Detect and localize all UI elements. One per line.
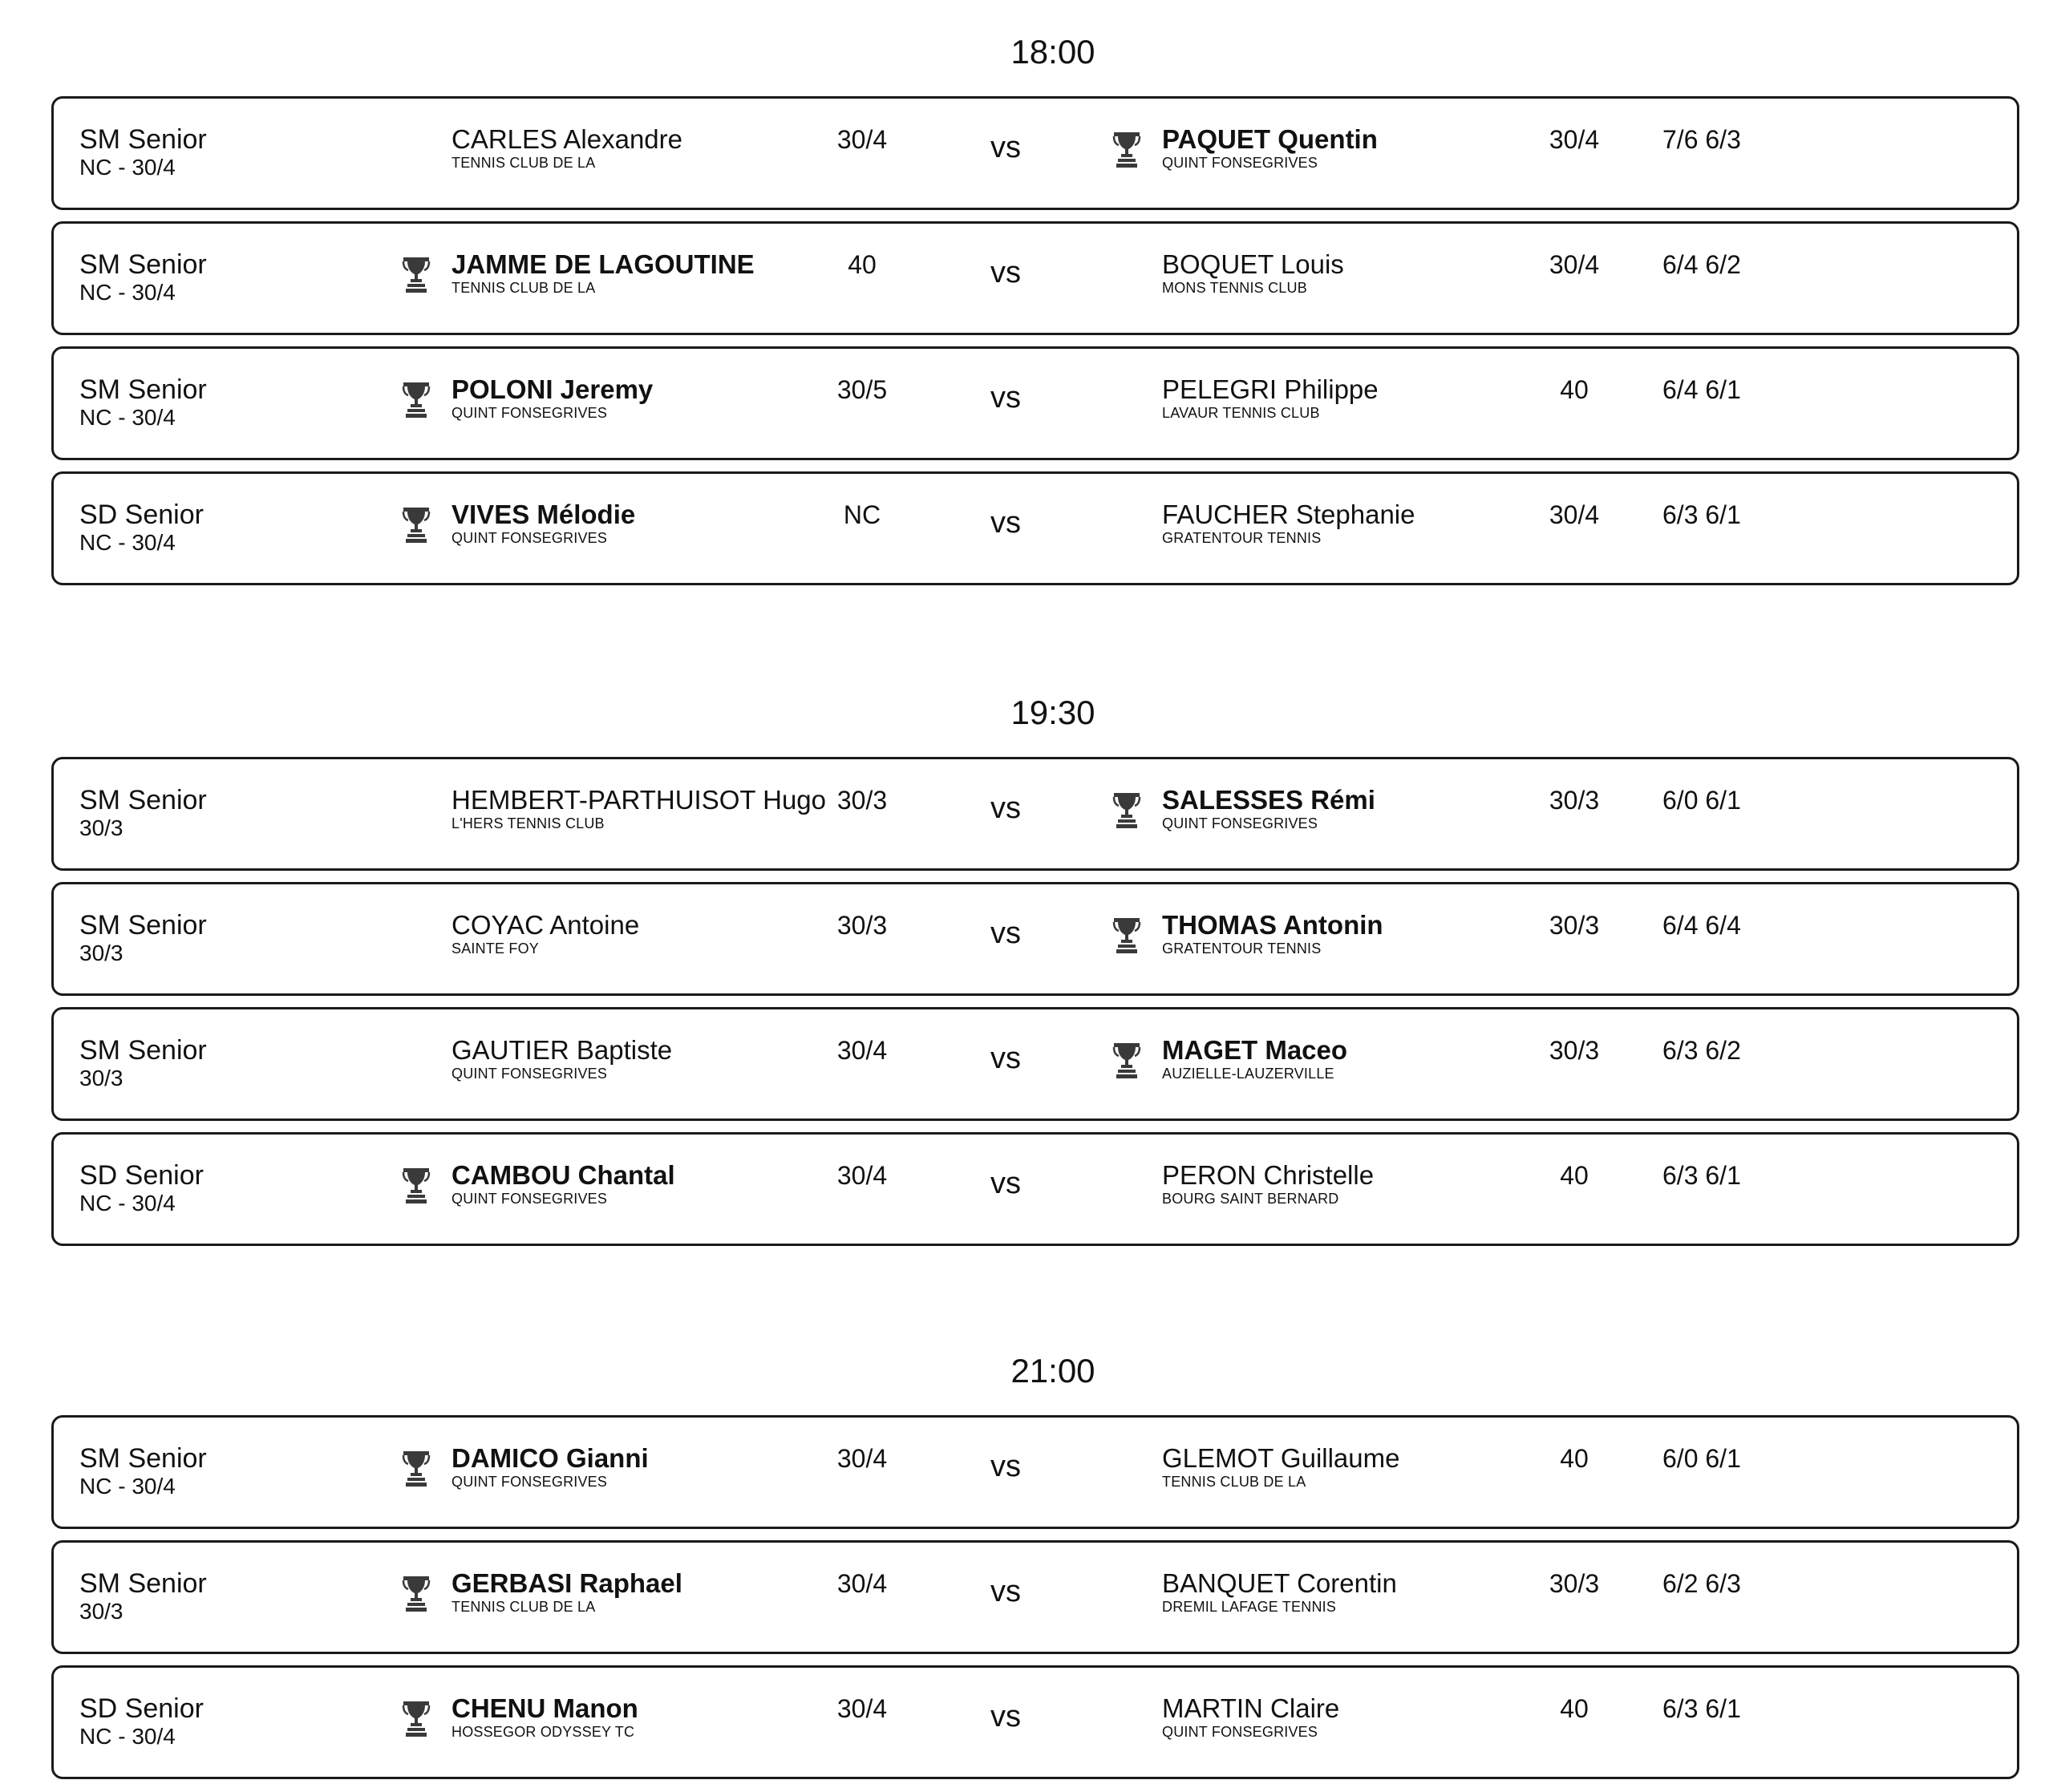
- player-2: [1162, 374, 1379, 421]
- player-1-ranking: 30/5: [836, 375, 888, 404]
- match-category: [79, 1035, 207, 1091]
- category-ranking-range: 30/3: [79, 940, 124, 965]
- player-1: [451, 910, 639, 957]
- match-card: [51, 346, 2019, 460]
- player-1-ranking: 30/3: [836, 786, 888, 815]
- match-score: 6/3 6/1: [1662, 1161, 1741, 1190]
- match-score: 6/4 6/1: [1662, 375, 1741, 404]
- match-score: 6/2 6/3: [1662, 1569, 1741, 1598]
- category-name: SM Senior: [79, 374, 207, 405]
- versus-label: vs: [990, 506, 1021, 540]
- versus-label: vs: [990, 1042, 1021, 1075]
- player-2-ranking: 30/4: [1549, 125, 1600, 154]
- player-1: [451, 1035, 672, 1082]
- player-2-ranking: 40: [1560, 375, 1589, 404]
- match-score: 6/3 6/1: [1662, 1694, 1741, 1723]
- match-category: [79, 374, 207, 431]
- player-2-club: GRATENTOUR TENNIS: [1162, 530, 1322, 546]
- trophy-icon: [400, 504, 432, 544]
- player-1-name: CHENU Manon: [451, 1693, 638, 1723]
- player-2: [1162, 249, 1344, 296]
- player-1: [451, 785, 826, 831]
- player-2-club: QUINT FONSEGRIVES: [1162, 155, 1318, 171]
- player-1: [451, 249, 755, 296]
- category-name: SD Senior: [79, 1160, 204, 1191]
- category-ranking-range: NC - 30/4: [79, 1474, 176, 1499]
- match-score: 6/4 6/4: [1662, 911, 1741, 940]
- player-1-name: CARLES Alexandre: [451, 124, 682, 154]
- match-score: 6/0 6/1: [1662, 1444, 1741, 1473]
- trophy-icon: [400, 1573, 432, 1613]
- player-2-ranking: 30/4: [1549, 250, 1600, 279]
- category-ranking-range: 30/3: [79, 815, 124, 840]
- match-category: [79, 1160, 204, 1216]
- player-1-club: TENNIS CLUB DE LA: [451, 280, 596, 296]
- trophy-icon: [1111, 915, 1143, 955]
- match-category: [79, 1568, 207, 1624]
- player-2: [1162, 500, 1415, 546]
- player-1-ranking: 30/4: [836, 1036, 888, 1065]
- category-ranking-range: NC - 30/4: [79, 530, 176, 555]
- player-2-club: DREMIL LAFAGE TENNIS: [1162, 1599, 1337, 1615]
- versus-label: vs: [990, 381, 1021, 415]
- player-2-club: GRATENTOUR TENNIS: [1162, 940, 1322, 957]
- player-2-name: MARTIN Claire: [1162, 1693, 1340, 1723]
- match-card: [51, 1415, 2019, 1529]
- category-name: SM Senior: [79, 910, 207, 940]
- player-2-club: LAVAUR TENNIS CLUB: [1162, 405, 1320, 421]
- category-ranking-range: NC - 30/4: [79, 155, 176, 180]
- player-2-club: AUZIELLE-LAUZERVILLE: [1162, 1066, 1334, 1082]
- player-2-club: MONS TENNIS CLUB: [1162, 280, 1307, 296]
- player-2: [1162, 1035, 1347, 1082]
- player-1-club: QUINT FONSEGRIVES: [451, 1474, 608, 1490]
- player-2-name: FAUCHER Stephanie: [1162, 500, 1415, 529]
- player-2-name: SALESSES Rémi: [1162, 785, 1375, 815]
- versus-label: vs: [990, 256, 1021, 289]
- player-1-ranking: 30/4: [836, 1444, 888, 1473]
- player-1-club: QUINT FONSEGRIVES: [451, 530, 608, 546]
- player-1-ranking: 30/4: [836, 1569, 888, 1598]
- trophy-icon: [1111, 790, 1143, 830]
- trophy-icon: [400, 254, 432, 294]
- match-card: [51, 1665, 2019, 1779]
- player-1: [451, 374, 653, 421]
- player-2-name: THOMAS Antonin: [1162, 910, 1383, 940]
- session-time-heading: 18:00: [1010, 33, 1095, 71]
- category-ranking-range: NC - 30/4: [79, 1724, 176, 1749]
- versus-label: vs: [990, 916, 1021, 950]
- player-1-name: POLONI Jeremy: [451, 374, 654, 404]
- player-2-club: BOURG SAINT BERNARD: [1162, 1191, 1339, 1207]
- player-2-ranking: 40: [1560, 1694, 1589, 1723]
- player-1-club: TENNIS CLUB DE LA: [451, 1599, 596, 1615]
- player-1: [451, 1443, 649, 1490]
- category-ranking-range: 30/3: [79, 1066, 124, 1090]
- player-1: [451, 1568, 682, 1615]
- player-1-ranking: 30/4: [836, 1694, 888, 1723]
- category-name: SD Senior: [79, 1693, 204, 1724]
- match-card: [51, 757, 2019, 871]
- player-2: [1162, 1160, 1374, 1207]
- trophy-icon: [400, 1698, 432, 1738]
- player-1-name: DAMICO Gianni: [451, 1443, 649, 1473]
- versus-label: vs: [990, 791, 1021, 825]
- player-1-club: SAINTE FOY: [451, 940, 540, 957]
- match-score: 7/6 6/3: [1662, 125, 1741, 154]
- match-score: 6/4 6/2: [1662, 250, 1741, 279]
- player-1: [451, 1693, 638, 1740]
- player-2-ranking: 30/3: [1549, 1569, 1600, 1598]
- versus-label: vs: [990, 1450, 1021, 1483]
- category-name: SM Senior: [79, 1568, 207, 1599]
- category-name: SM Senior: [79, 1035, 207, 1066]
- player-2-name: MAGET Maceo: [1162, 1035, 1348, 1065]
- player-2: [1162, 910, 1383, 957]
- trophy-icon: [400, 1165, 432, 1205]
- player-2-ranking: 40: [1560, 1161, 1589, 1190]
- player-2-name: BOQUET Louis: [1162, 249, 1344, 279]
- category-name: SM Senior: [79, 1443, 207, 1474]
- trophy-icon: [400, 379, 432, 419]
- match-card: [51, 96, 2019, 210]
- player-2: [1162, 1568, 1397, 1615]
- player-2: [1162, 1443, 1399, 1490]
- player-1-club: HOSSEGOR ODYSSEY TC: [451, 1724, 635, 1740]
- player-1-name: HEMBERT-PARTHUISOT Hugo: [451, 785, 827, 815]
- player-2-club: QUINT FONSEGRIVES: [1162, 1724, 1318, 1740]
- trophy-icon: [1111, 129, 1143, 169]
- category-name: SM Senior: [79, 785, 207, 815]
- match-score: 6/3 6/2: [1662, 1036, 1741, 1065]
- player-2-ranking: 40: [1560, 1444, 1589, 1473]
- player-1-name: GAUTIER Baptiste: [451, 1035, 673, 1065]
- player-2-name: GLEMOT Guillaume: [1162, 1443, 1400, 1473]
- category-ranking-range: NC - 30/4: [79, 405, 176, 430]
- player-1: [451, 124, 682, 171]
- player-1-ranking: NC: [843, 500, 881, 529]
- player-2-ranking: 30/3: [1549, 911, 1600, 940]
- category-ranking-range: 30/3: [79, 1599, 124, 1624]
- player-1-club: L'HERS TENNIS CLUB: [451, 815, 605, 831]
- match-category: [79, 1693, 204, 1750]
- versus-label: vs: [990, 1700, 1021, 1733]
- player-2-name: PELEGRI Philippe: [1162, 374, 1379, 404]
- trophy-icon: [1111, 1040, 1143, 1080]
- versus-label: vs: [990, 1167, 1021, 1200]
- session-time-heading: 19:30: [1010, 694, 1095, 731]
- player-2-name: BANQUET Corentin: [1162, 1568, 1397, 1598]
- match-category: [79, 910, 207, 966]
- player-1-club: QUINT FONSEGRIVES: [451, 405, 608, 421]
- player-1-name: CAMBOU Chantal: [451, 1160, 675, 1190]
- player-2: [1162, 1693, 1339, 1740]
- match-card: [51, 1007, 2019, 1121]
- match-card: [51, 882, 2019, 996]
- match-category: [79, 249, 207, 305]
- player-2: [1162, 785, 1375, 831]
- player-2-ranking: 30/4: [1549, 500, 1600, 529]
- player-1-ranking: 30/4: [836, 125, 888, 154]
- match-card: [51, 1540, 2019, 1654]
- match-category: [79, 785, 207, 841]
- versus-label: vs: [990, 1575, 1021, 1608]
- player-2-name: PAQUET Quentin: [1162, 124, 1378, 154]
- player-2: [1162, 124, 1378, 171]
- category-ranking-range: NC - 30/4: [79, 1191, 176, 1216]
- player-1-ranking: 30/3: [836, 911, 888, 940]
- player-1-name: COYAC Antoine: [451, 910, 640, 940]
- player-1-club: TENNIS CLUB DE LA: [451, 155, 596, 171]
- player-2-name: PERON Christelle: [1162, 1160, 1375, 1190]
- player-1-ranking: 40: [848, 250, 877, 279]
- player-1-ranking: 30/4: [836, 1161, 888, 1190]
- player-2-club: TENNIS CLUB DE LA: [1162, 1474, 1306, 1490]
- player-1: [451, 1160, 675, 1207]
- player-1-name: VIVES Mélodie: [451, 500, 636, 529]
- category-name: SM Senior: [79, 249, 207, 280]
- category-name: SD Senior: [79, 500, 204, 530]
- match-card: [51, 221, 2019, 335]
- player-1-club: QUINT FONSEGRIVES: [451, 1066, 608, 1082]
- player-2-club: QUINT FONSEGRIVES: [1162, 815, 1318, 831]
- player-1-club: QUINT FONSEGRIVES: [451, 1191, 608, 1207]
- match-category: [79, 124, 207, 180]
- match-score: 6/3 6/1: [1662, 500, 1741, 529]
- trophy-icon: [400, 1448, 432, 1488]
- match-category: [79, 500, 204, 556]
- player-1-name: GERBASI Raphael: [451, 1568, 682, 1598]
- versus-label: vs: [990, 131, 1021, 164]
- match-category: [79, 1443, 207, 1499]
- match-card: [51, 1132, 2019, 1246]
- category-ranking-range: NC - 30/4: [79, 280, 176, 305]
- match-score: 6/0 6/1: [1662, 786, 1741, 815]
- player-2-ranking: 30/3: [1549, 1036, 1600, 1065]
- match-card: [51, 471, 2019, 585]
- player-2-ranking: 30/3: [1549, 786, 1600, 815]
- session-time-heading: 21:00: [1010, 1352, 1095, 1390]
- category-name: SM Senior: [79, 124, 207, 155]
- player-1-name: JAMME DE LAGOUTINE: [451, 249, 755, 279]
- player-1: [451, 500, 635, 546]
